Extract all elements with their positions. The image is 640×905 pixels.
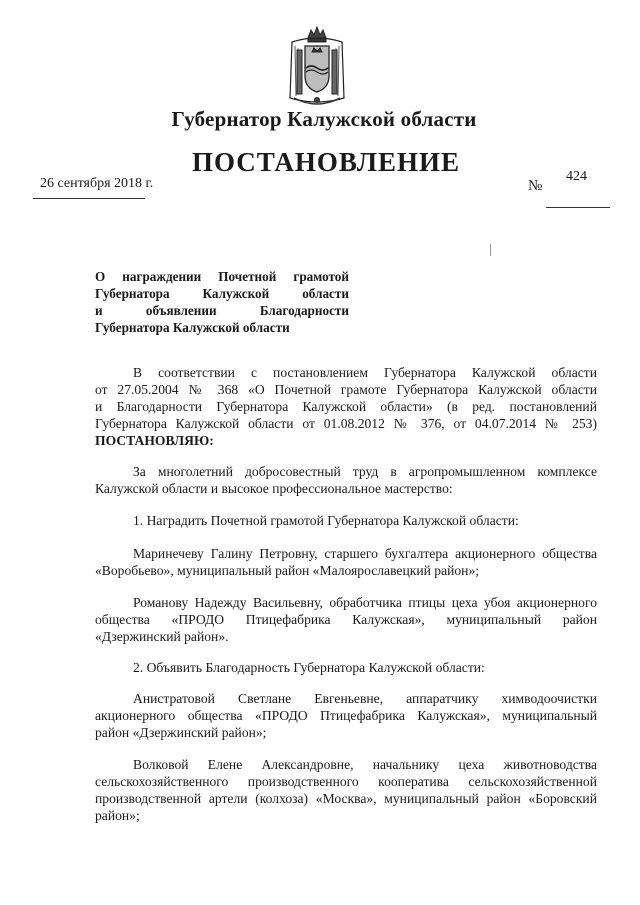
margin-mark [490,244,491,256]
text-line: 1. Наградить Почетной грамотой Губернатора Калужской области: [133,513,519,528]
text-line: Романову Надежду Васильевну, обработчика птицы цеха убоя акционерного [133,595,597,610]
text-line: производственной артели (колхоза) «Москва», муниципальный район «Боровский [95,791,597,806]
text-line: В соответствии с постановлением Губернатора Калужской области [133,365,597,380]
document-type: ПОСТАНОВЛЕНИЕ [191,147,461,177]
subject-line: Губернатора Калужской области [95,286,349,301]
subject-line: и объявлении Благодарности [95,303,349,318]
text-line: За многолетний добросовестный труд в агропромышленном комплексе [133,464,597,479]
preamble-paragraph [95,364,597,449]
text-line: 2. Объявить Благодарность Губернатора Калужской области: [133,660,485,675]
item-1-heading [95,512,597,529]
subject-line: Губернатора Калужской области [95,320,290,335]
reason-paragraph [95,463,597,497]
item-2-heading [95,659,597,676]
text-line: общества «ПРОДО Птицефабрика Калужская», муниципальный район [95,612,597,627]
award-paragraph [95,545,597,579]
governor-title: Губернатор Калужской области [171,107,477,131]
document-number: 424 [566,169,587,184]
text-line: сельскохозяйственного производственного кооператива сельскохозяйственной [95,774,597,789]
decree-word: ПОСТАНОВЛЯЮ: [95,433,214,448]
thanks-paragraph [95,690,597,741]
text-line: район»; [95,808,140,823]
text-line: акционерного общества «ПРОДО Птицефабрика Калужская», муниципальный [95,708,597,723]
text-line: Волковой Елене Александровне, начальнику цеха животноводства [133,757,597,772]
kaluga-oblast-coat-of-arms-icon [284,24,350,108]
text-line: Калужской области и высокое профессиональное мастерство: [95,481,453,496]
text-line: Губернатора Калужской области от 01.08.2012 № 376, от 04.07.2014 № 253) [95,416,597,431]
text-line: «Воробьево», муниципальный район «Малоярославецкий район»; [95,563,480,578]
text-line: район «Дзержинский район»; [95,725,267,740]
document-date: 26 сентября 2018 г. [40,176,154,191]
thanks-paragraph [95,756,597,824]
text-line: «Дзержинский район». [95,629,229,644]
document-subject [95,268,349,336]
text-line: и Благодарности Губернатора Калужской области» (в ред. постановлений [95,399,597,414]
subject-line: О награждении Почетной грамотой [95,269,349,284]
text-line: Маринечеву Галину Петровну, старшего бухгалтера акционерного общества [133,546,597,561]
number-underline [546,207,610,208]
date-underline [33,198,145,199]
award-paragraph [95,594,597,645]
number-label: № [528,178,543,194]
text-line: Анистратовой Светлане Евгеньевне, аппаратчику химводоочистки [133,691,597,706]
text-line: от 27.05.2004 № 368 «О Почетной грамоте Губернатора Калужской области [95,382,597,397]
